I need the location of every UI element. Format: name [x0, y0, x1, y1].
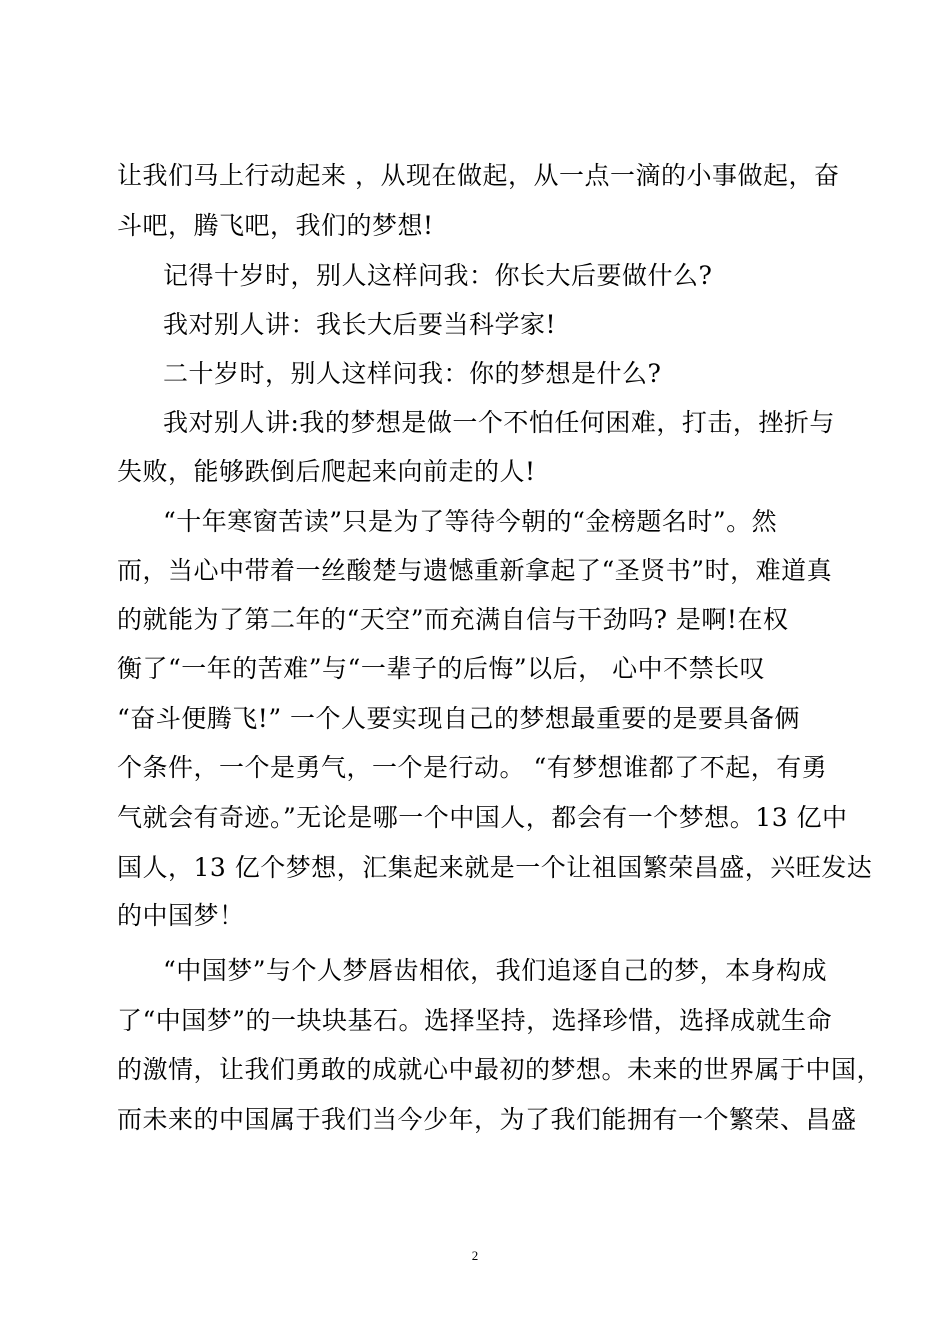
text-line: 而未来的中国属于我们当今少年，为了我们能拥有一个繁荣、昌盛: [117, 1105, 857, 1134]
text-line: 斗吧，腾飞吧，我们的梦想!: [117, 211, 434, 240]
text-line: “十年寒窗苦读”只是为了等待今朝的“金榜题名时”。然: [163, 507, 778, 536]
page-number: 2: [471, 1248, 479, 1263]
text-line: 我对别人讲：我长大后要当科学家!: [163, 310, 557, 339]
text-line: 而，当心中带着一丝酸楚与遗憾重新拿起了“圣贤书”时，难道真: [117, 556, 833, 585]
text-line: 让我们马上行动起来 ，从现在做起，从一点一滴的小事做起，奋: [117, 161, 840, 190]
text-line: 失败，能够跌倒后爬起来向前走的人!: [117, 457, 536, 486]
text-line: 记得十岁时，别人这样问我：你长大后要做什么?: [163, 261, 713, 290]
text-line: 衡了“一年的苦难”与“一辈子的后悔”以后， 心中不禁长叹: [117, 654, 766, 683]
text-line: 的中国梦！: [117, 901, 245, 930]
text-line: 气就会有奇迹。”无论是哪一个中国人，都会有一个梦想。13 亿中: [117, 803, 848, 832]
text-line: “奋斗便腾飞!” 一个人要实现自己的梦想最重要的是要具备俩: [117, 704, 801, 733]
text-line: 的激情，让我们勇敢的成就心中最初的梦想。未来的世界属于中国，: [117, 1055, 883, 1084]
text-line: 个条件，一个是勇气，一个是行动。 “有梦想谁都了不起，有勇: [117, 753, 828, 782]
text-line: 二十岁时，别人这样问我：你的梦想是什么?: [163, 359, 662, 388]
text-line: 国人，13 亿个梦想，汇集起来就是一个让祖国繁荣昌盛，兴旺发达: [117, 853, 873, 882]
text-line: 我对别人讲:我的梦想是做一个不怕任何困难，打击，挫折与: [163, 408, 835, 437]
text-line: 的就能为了第二年的“天空”而充满自信与干劲吗? 是啊!在权: [117, 605, 789, 634]
text-line: “中国梦”与个人梦唇齿相依，我们追逐自己的梦，本身构成: [163, 956, 828, 985]
text-line: 了“中国梦”的一块块基石。选择坚持，选择珍惜，选择成就生命: [117, 1006, 833, 1035]
